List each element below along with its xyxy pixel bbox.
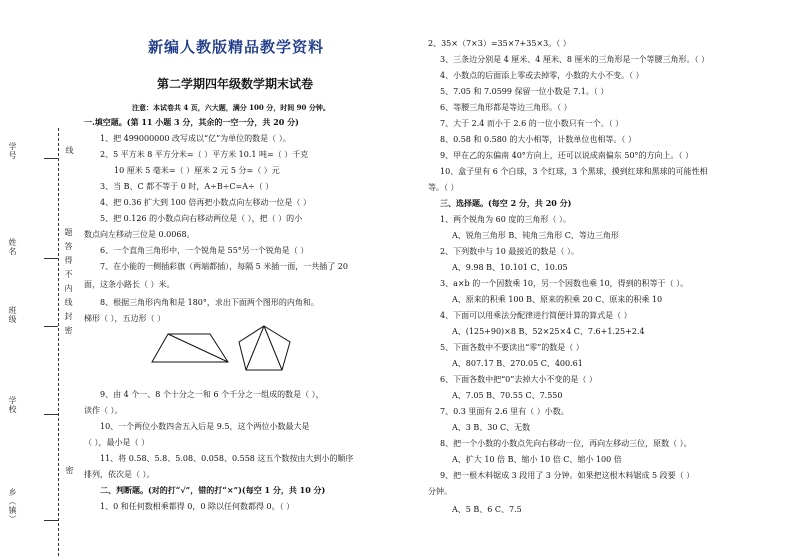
section-choice-heading: 三、选择题。(每空 2 分，共 20 分) (440, 198, 572, 208)
choice-options: A、3 B、30 C、无数 (452, 423, 531, 432)
question-line: 7、0.3 里面有 2.6 里有（ ）小数。 (440, 407, 569, 416)
choice-options: A、5 B、6 C、7.5 (452, 505, 522, 514)
seal-line-mark: 线 (65, 146, 74, 154)
question-line: 2、35×（7×3）=35×7+35×3。（ ） (428, 39, 571, 48)
underline-class (44, 326, 58, 327)
question-line: 6、等腰三角形都是等边三角形。（ ） (440, 103, 572, 112)
question-line: 排列，依次是（ ）。 (84, 470, 155, 479)
question-line: 5、7.05 和 7.0599 保留一位小数是 7.1。（ ） (440, 87, 609, 96)
exam-title: 第二学期四年级数学期末试卷 (157, 77, 314, 91)
underline-name (44, 258, 58, 259)
question-line: 1、把 499000000 改写成以“亿”为单位的数是（ ）。 (100, 134, 291, 143)
question-line: 11、将 0.58、5.8、5.08、0.058、0.558 这五个数按由大到小的顺序 (100, 454, 354, 463)
question-line: 4、把 0.36 扩大到 100 倍再把小数点向左移动一位是（ ） (100, 198, 311, 207)
trapezoid-figure (150, 330, 230, 366)
question-line: 4、下面可以用乘法分配律进行简便计算的算式是（ ） (440, 311, 632, 320)
seal-text-column: 题答得不内线封密 (64, 228, 73, 340)
question-line: 10、一个两位小数四舍五入后是 9.5，这个两位小数最大是 (100, 422, 310, 431)
banner-title: 新编人教版精品教学资料 (148, 38, 325, 56)
label-school: 学校 (8, 396, 17, 414)
question-line: 等。（ ） (428, 183, 459, 192)
question-line: 2、下列数中与 10 最接近的数是（ ）。 (440, 247, 579, 256)
question-line: 7、在小能的一侧插彩旗（两端都插），每隔 5 米插一面，一共插了 20 (100, 262, 348, 271)
question-line: 4、小数点的后面添上零或去掉零，小数的大小不变。（ ） (440, 71, 644, 80)
choice-options: A、扩大 10 倍 B、缩小 10 倍 C、缩小 100 倍 (452, 455, 622, 464)
section-fill-blank-heading: 一.填空题。(第 11 小题 3 分，其余的一空一分，共 20 分) (84, 117, 299, 127)
question-line: 5、下面各数中不要读出“零”的数是（ ） (440, 343, 584, 352)
question-line: 5、把 0.126 的小数点向右移动两位是（ ），把（ ）的小 (100, 214, 303, 223)
seal-bottom-mark: 密 (65, 466, 74, 474)
choice-options: A、9.98 B、10.101 C、10.05 (452, 263, 568, 272)
binding-dashed-line (58, 128, 59, 556)
question-line: 数点向左移动三位是 0.0068。 (84, 230, 195, 239)
question-line: 梯形（ ），五边形（ ） (84, 314, 166, 323)
question-line: 8、根据三角形内角和是 180°，求出下面两个图形的内角和。 (100, 298, 319, 307)
question-line: 读作（ ）。 (84, 406, 123, 415)
label-name: 姓名 (8, 238, 17, 256)
section-true-false-heading: 二、判断题。(对的打“√”，错的打“×”)(每空 1 分，共 10 分) (100, 485, 326, 495)
question-line: 3、a×b 的一个因数乘 10，另一个因数也乘 10，得到的积等于（ ）。 (440, 279, 689, 288)
question-line: 3、三条边分别是 4 厘米、4 厘米、8 厘米的三角形是一个等腰三角形。（ ） (440, 55, 710, 64)
exam-note: 注意：本试卷共 4 页，六大题，满分 100 分，时间 90 分钟。 (132, 103, 330, 112)
label-student-number: 学号 (8, 142, 17, 160)
question-line: 2、5 平方米 8 平方分米=（ ）平方米 10.1 吨=（ ）千克 (100, 150, 309, 159)
underline-township (44, 520, 58, 521)
underline-student-number (44, 158, 58, 159)
choice-options: A、7.05 B、70.55 C、7.550 (452, 391, 563, 400)
question-line: 面，这条小路长（ ）米。 (84, 280, 175, 289)
question-line: 1、两个锐角为 60 度的三角形（ ）。 (440, 215, 571, 224)
choice-options: A、807.17 B、270.05 C、400.61 (452, 359, 583, 368)
question-line: 10 厘米 5 毫米=（ ）厘米 2 元 5 分=（ ）元 (114, 166, 280, 175)
question-line: 10、盒子里有 6 个白球，3 个红球，3 个黑球，摸到红球和黑球的可能性相 (440, 167, 708, 176)
binding-margin (0, 0, 80, 560)
question-line: 3、当 B、C 都不等于 0 时，A÷B÷C=A÷（ ） (100, 182, 274, 191)
question-line: 8、把一个小数的小数点先向右移动一位，再向左移动三位，原数（ ）。 (440, 439, 692, 448)
question-line: 6、一个直角三角形中，一个锐角是 55°另一个锐角是（ ） (100, 246, 309, 255)
underline-school (44, 414, 58, 415)
question-line: 分钟。 (428, 487, 452, 496)
question-line: 8、0.58 和 0.580 的大小相等，计数单位也相等。（ ） (440, 135, 636, 144)
question-line: （ ），最小是（ ） (84, 438, 150, 447)
question-line: 9、把一根木料锯成 3 段用了 3 分钟。如果把这根木料锯成 5 段要（ ） (440, 471, 695, 480)
choice-options: A、(125+90)×8 B、52×25×4 C、7.6+1.25+2.4 (452, 327, 645, 336)
label-class: 班级 (8, 306, 17, 324)
question-line: 6、下面各数中把“0”去掉大小不变的是（ ） (440, 375, 597, 384)
question-line: 9、甲在乙的东偏南 40°方向上，还可以说成南偏东 50°的方向上。（ ） (440, 151, 694, 160)
question-line: 9、由 4 个一、8 个十分之一和 6 个千分之一组成的数是（ ）， (100, 390, 324, 399)
question-line: 7、大于 2.4 而小于 2.6 的一位小数只有一个。（ ） (440, 119, 624, 128)
choice-options: A、锐角三角形 B、钝角三角形 C、等边三角形 (452, 231, 619, 240)
choice-options: A、原来的积乘 100 B、原来的积乘 20 C、原来的积乘 10 (452, 295, 663, 304)
pentagon-figure (236, 324, 294, 374)
label-township: 乡（镇） (8, 488, 17, 524)
question-line: 1、0 和任何数相乘都得 0，0 除以任何数都得 0。（ ） (100, 502, 295, 511)
